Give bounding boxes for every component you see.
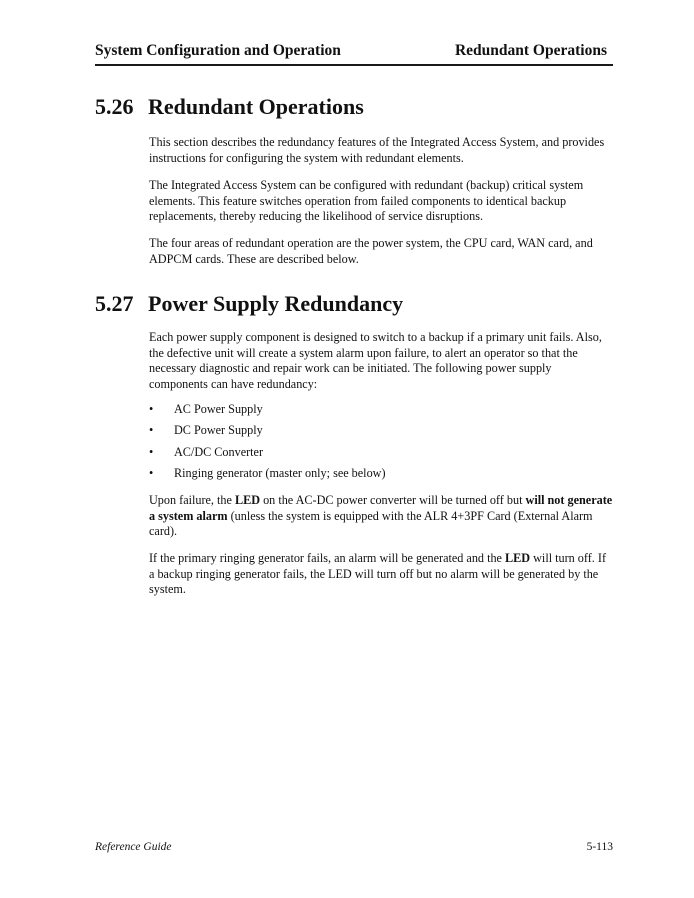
- bullet-glyph: •: [149, 465, 154, 480]
- list-item: [149, 466, 613, 487]
- list-item-text: AC Power Supply: [174, 402, 263, 416]
- footer-document-title: Reference Guide: [95, 841, 172, 853]
- text-run: (unless the system is equipped with the ALR 4+3PF Card (External Alarm card).: [149, 508, 593, 538]
- paragraph: The Integrated Access System can be configured with redundant (backup) critical system elements. This feature switches operation from failed components to identical backup replacements, thereby reducing the likelihood of service disruptions.: [149, 178, 584, 223]
- page-header: [95, 42, 613, 66]
- list-item-text: DC Power Supply: [174, 423, 263, 438]
- text-run: Upon failure, the: [149, 493, 235, 507]
- list-item-text: Ringing generator (master only; see below): [174, 465, 386, 480]
- bullet-glyph: •: [149, 444, 154, 459]
- bullet-glyph: •: [149, 423, 154, 438]
- text-run: If the primary ringing generator fails, an alarm will be generated and the: [149, 551, 506, 565]
- paragraph: This section describes the redundancy features of the Integrated Access System, and provides instructions for configuring the system with redundant elements.: [149, 135, 605, 165]
- section-number: 5.26: [95, 94, 134, 119]
- list-item: [149, 402, 613, 423]
- bold-text-run: will not generate a system alarm: [149, 493, 613, 523]
- redundant-components-list: [149, 402, 613, 487]
- paragraph: [149, 551, 613, 598]
- section-heading-5-26: [95, 94, 364, 120]
- header-chapter-title: System Configuration and Operation: [95, 42, 341, 59]
- bold-text-run: LED: [234, 493, 261, 507]
- header-section-title: Redundant Operations: [454, 42, 607, 59]
- text-run: will turn off. If a backup ringing generator fails, the LED will turn off but no alarm will be generated by the system.: [149, 551, 607, 596]
- list-item-text: AC/DC Converter: [174, 444, 264, 459]
- section-title: Power Supply Redundancy: [148, 291, 404, 316]
- bullet-glyph: •: [149, 402, 154, 416]
- section-heading-5-27: [95, 291, 403, 317]
- section-number: 5.27: [95, 291, 134, 316]
- list-item: [149, 445, 613, 466]
- page-number: 5-113: [586, 841, 613, 853]
- bold-text-run: LED: [505, 551, 531, 565]
- section-title: Redundant Operations: [148, 94, 364, 119]
- text-run: on the AC-DC power converter will be turned off but: [260, 493, 526, 507]
- paragraph: [149, 493, 613, 540]
- paragraph: The four areas of redundant operation are the power system, the CPU card, WAN card, and ADPCM cards. These are described below.: [149, 236, 593, 266]
- list-item: [149, 423, 613, 444]
- paragraph: Each power supply component is designed to switch to a backup if a primary unit fails. Also, the defective unit will create a system alarm upon failure, to alert an operator so that the necessary diagnostic and repair work can be initiated. The following power supply components can have redundancy:: [149, 330, 602, 391]
